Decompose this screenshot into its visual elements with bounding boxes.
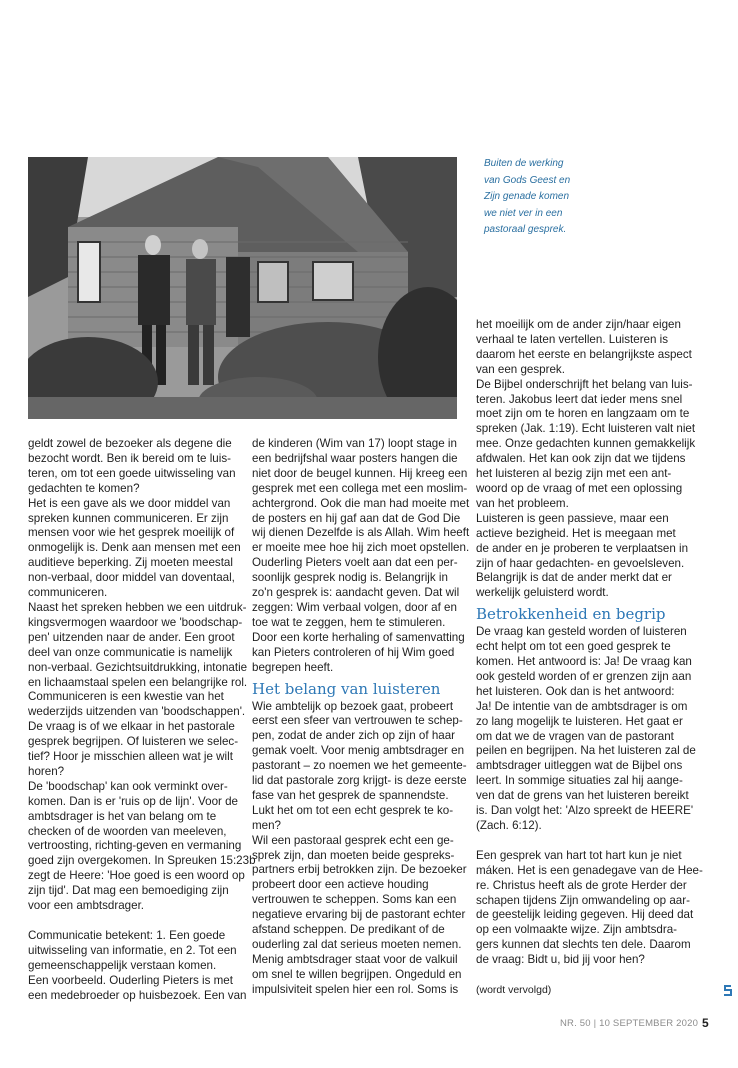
body-text-line: tief? Hoor je misschien alleen wat je wilt xyxy=(28,750,233,764)
body-text-line: De vraag kan gesteld worden of luisteren xyxy=(476,625,687,639)
to-be-continued xyxy=(476,983,690,998)
page-number: 5 xyxy=(702,1016,709,1030)
body-text-line: een medebroeder op huisbezoek. Een van xyxy=(28,988,247,1002)
body-text-line: Luisteren is geen passieve, maar een xyxy=(476,511,669,525)
body-text-line: Door een korte herhaling of samenvatting xyxy=(252,630,465,644)
paragraph-gap xyxy=(28,914,240,929)
body-text-line: gemak voelt. Voor menig ambtsdrager en xyxy=(252,744,465,758)
body-text-line: partners erbij betrokken zijn. De bezoeker xyxy=(252,863,467,877)
body-text-line: toe wat te zeggen, hem te stimuleren. xyxy=(252,615,446,629)
body-text-line: Het is een gave als we door middel van xyxy=(28,496,231,510)
body-text-line: communiceren. xyxy=(28,586,108,600)
body-text-line: zo lang mogelijk te luisteren. Het gaat er xyxy=(476,714,683,728)
body-text-line: de ander en je proberen te verplaatsen in xyxy=(476,541,689,555)
body-text-line: er moeite mee hoe hij zich moet opstellen. xyxy=(252,541,470,555)
body-text-line: leert. In sommige situaties zal hij aange- xyxy=(476,774,683,788)
body-text-line: niet door de beugel kunnen. Hij kreeg een xyxy=(252,466,468,480)
body-text-line: actieve bezigheid. Het is meegaan met xyxy=(476,526,676,540)
section-heading: Het belang van luisteren xyxy=(252,679,441,698)
body-text-line: en lichaamstaal spelen een belangrijke rol. xyxy=(28,675,248,689)
body-text-line: om snel te willen begrijpen. Ongeduld en xyxy=(252,967,462,981)
photo-caption xyxy=(484,156,594,239)
body-text-line: ook gesteld worden of er grenzen zijn aan xyxy=(476,669,692,683)
body-text-line: vertroosting, richting-geven en vermaning xyxy=(28,839,242,853)
body-text-line: lid dat pastorale zorg krijgt- is deze eerste xyxy=(252,774,467,788)
body-text-line: begrepen heeft. xyxy=(252,660,334,674)
body-text-line: Belangrijk is dat de ander merkt dat er xyxy=(476,571,672,585)
body-text-line: afstand scheppen. De predikant of de xyxy=(252,923,445,937)
body-text-line: het luisteren. Ook dan is het antwoord: xyxy=(476,684,675,698)
body-text-line: (Zach. 6:12). xyxy=(476,819,542,832)
body-text-line: spreken (Jak. 1:19). Echt luisteren valt niet xyxy=(476,422,696,436)
body-text-line: het moeilijk om de ander zijn/haar eigen xyxy=(476,318,681,331)
body-text-line: deel van onze communicatie is namelijk xyxy=(28,645,233,659)
body-text-line: uitwisseling van informatie, en 2. Tot een xyxy=(28,943,237,957)
body-text-line: moet zijn om te horen en langzaam om te xyxy=(476,407,690,421)
body-text-line: pen, zodat de ander zich op zijn of haar xyxy=(252,729,456,743)
body-text-line: de posters en hij gaf aan dat de God Die xyxy=(252,511,461,525)
body-text-line: wederzijds uitzenden van 'boodschappen'. xyxy=(28,705,246,719)
body-text-line: werkelijk geluisterd wordt. xyxy=(476,586,609,600)
body-text-line: gesprek met een collega met een moslim- xyxy=(252,481,468,495)
body-text-line: máken. Het is een genadegave van de Hee- xyxy=(476,863,703,877)
body-text-line: de kinderen (Wim van 17) loopt stage in xyxy=(252,437,457,450)
body-text-line: echt helpt om tot een goed gesprek te xyxy=(476,640,671,654)
body-text-line: De Bijbel onderschrijft het belang van luis- xyxy=(476,377,693,391)
body-text-line: mensen voor wie het gesprek moeilijk of xyxy=(28,526,235,540)
body-text-line: is. Dan volgt het: 'Alzo spreekt de HEERE' xyxy=(476,804,694,818)
body-text-line: op een volmaakte wijze. Zijn ambtsdra- xyxy=(476,923,678,937)
body-text-line: woord op de vraag of met een oplossing xyxy=(476,481,683,495)
body-text-line: teren, om tot een goede uitwisseling van xyxy=(28,466,236,480)
body-text-line: re. Christus heeft als de grote Herder der xyxy=(476,878,687,892)
caption-line: pastoraal gesprek. xyxy=(484,224,567,235)
section-heading: Betrokkenheid en begrip xyxy=(476,605,666,624)
body-text-line: daarom het eerste en belangrijkste aspect xyxy=(476,347,692,361)
body-text-line: negatieve ervaring bij de pastorant echter xyxy=(252,908,466,922)
body-text-line: Communicatie betekent: 1. Een goede xyxy=(28,928,226,942)
body-text-line: achtergrond. Ook die man had moeite met xyxy=(252,496,470,510)
body-text-line: Lukt het om tot een echt gesprek te ko- xyxy=(252,803,454,817)
body-text-line: zo'n gesprek is: aandacht geven. Dat wil xyxy=(252,586,460,600)
body-text-line: Menig ambtsdrager staat voor de valkuil xyxy=(252,952,458,966)
body-text-line: Een voorbeeld. Ouderling Pieters is met xyxy=(28,973,233,987)
body-text-line: verhaal te laten vertellen. Luisteren is xyxy=(476,332,669,346)
body-text-line: afdwalen. Het kan ook zijn dat we tijdens xyxy=(476,452,686,466)
text-column-3 xyxy=(476,318,703,998)
caption-line: van Gods Geest en xyxy=(484,174,571,186)
body-text-line: teren. Jakobus leert dat ieder mens snel xyxy=(476,392,683,406)
body-text-line: gers kunnen dat slechts ten dele. Daarom xyxy=(476,938,691,952)
body-text-line: geldt zowel de bezoeker als degene die xyxy=(28,437,232,450)
body-text-line: bezocht wordt. Ben ik bereid om te luis- xyxy=(28,451,231,465)
text-column-1 xyxy=(28,437,256,1003)
body-text-line: ambtsdrager uitleggen wat de Bijbel ons xyxy=(476,759,683,773)
photo-house-illustration xyxy=(28,157,457,419)
body-text-line: zegt de Heere: 'Hoe goed is een woord op xyxy=(28,869,245,883)
body-text-line: vertrouwen te scheppen. Soms kan een xyxy=(252,893,457,907)
body-text-line: komen. Dan is er 'ruis op de lijn'. Voor de xyxy=(28,794,239,808)
caption-line: Zijn genade komen xyxy=(484,191,570,202)
body-text-line: de vraag: Bidt u, bid jij voor hen? xyxy=(476,953,645,967)
body-text-line: gemeenschappelijk verstaan komen. xyxy=(28,958,217,972)
body-text-line: gedachten te komen? xyxy=(28,481,140,495)
body-text-line: het luisteren al bezig zijn met een ant- xyxy=(476,467,672,481)
article-photo xyxy=(28,157,457,419)
body-text-line: goed zijn overgekomen. In Spreuken 15:23b xyxy=(28,854,256,868)
body-text-line: peilen en begrijpen. Na het luisteren zal de xyxy=(476,744,696,758)
body-text-line: wij dienen Dezelfde is als Allah. Wim heeft xyxy=(252,526,470,540)
body-text-line: van het probleem. xyxy=(476,496,569,510)
body-text-line: Wie ambtelijk op bezoek gaat, probeert xyxy=(252,699,454,713)
body-text-line: horen? xyxy=(28,764,65,778)
body-text-line: non-verbaal. Gezichtsuitdrukking, intonatie xyxy=(28,660,248,674)
issue-footer: NR. 50 | 10 SEPTEMBER 2020 xyxy=(560,1018,699,1029)
body-text-line: kan Pieters controleren of hij Wim goed xyxy=(252,645,455,659)
body-text-line: eerst een sfeer van vertrouwen te schep- xyxy=(252,714,463,728)
caption-line: we niet ver in een xyxy=(484,207,563,219)
body-text-line: kingsvermogen waardoor we 'boodschap- xyxy=(28,615,243,629)
body-text-line: ven dat de grens van het luisteren bereikt xyxy=(476,789,689,803)
body-text-line: een bedrijfshal waar posters hangen die xyxy=(252,451,458,465)
body-text-line: Ouderling Pieters voelt aan dat een per- xyxy=(252,556,458,570)
body-text-line: De 'boodschap' kan ook verminkt over- xyxy=(28,779,228,793)
body-text-line: non-verbaal, door middel van doventaal, xyxy=(28,571,235,585)
body-text-line: zijn tijd'. Dat mag een bemoediging zijn xyxy=(28,884,229,898)
body-text-line: impulsiviteit spelen hier een rol. Soms is xyxy=(252,982,459,996)
body-text-line: De vraag is of we elkaar in het pastorale xyxy=(28,720,235,734)
text-column-2 xyxy=(252,437,470,998)
body-text-line: Een gesprek van hart tot hart kun je niet xyxy=(476,848,682,862)
body-text-line: mee. Onze gedachten kunnen gemakkelijk xyxy=(476,437,696,451)
body-text-line: auditieve beperking. Zij moeten meestal xyxy=(28,556,233,570)
body-text-line: pen' uitzenden naar de ander. Een groot xyxy=(28,630,235,644)
body-text-line: Wil een pastoraal gesprek echt een ge- xyxy=(252,833,454,847)
body-text-line: onmogelijk is. Denk aan mensen met een xyxy=(28,541,241,555)
body-text-line: checken of de woorden van meeleven, xyxy=(28,824,227,838)
body-text-line: pastorant – zo noemen we het gemeente- xyxy=(252,759,467,773)
body-text-line: komen. Het antwoord is: Ja! De vraag kan xyxy=(476,655,692,669)
body-text-line: gesprek begrijpen. Of luisteren we selec- xyxy=(28,735,239,749)
body-text-line: schapen tijdens Zijn omwandeling op aar- xyxy=(476,893,690,907)
body-text-line: ouderling zal dat serieus moeten nemen. xyxy=(252,938,462,951)
paragraph-gap xyxy=(476,968,690,983)
body-text-line: zijn of haar gedachten- en gevoelsleven. xyxy=(476,556,685,570)
body-text-line: voor een ambtsdrager. xyxy=(28,899,145,913)
body-text-line: fase van het gesprek de spannendste. xyxy=(252,788,449,802)
body-text-line: zeggen: Wim verbaal volgen, door af en xyxy=(252,600,457,614)
body-text-line: ambtsdrager is het van belang om te xyxy=(28,809,217,823)
body-text-line: soonlijk gesprek nodig is. Belangrijk in xyxy=(252,571,448,585)
body-text-line: men? xyxy=(252,818,282,832)
body-text-line: de geestelijk leiding gegeven. Hij deed dat xyxy=(476,908,694,922)
paragraph-gap xyxy=(476,834,690,849)
body-text-line: Communiceren is een kwestie van het xyxy=(28,690,224,704)
caption-line: Buiten de werking xyxy=(484,158,564,169)
body-text-line: probeert door een actieve houding xyxy=(252,878,429,892)
body-text-line: Ja! De intentie van de ambtsdrager is om xyxy=(476,699,688,713)
to-be-continued-label: (wordt vervolgd) xyxy=(476,983,552,996)
body-text-line: om dat we de vragen van de pastorant xyxy=(476,729,674,743)
body-text-line: sprek zijn, dan moeten beide gespreks- xyxy=(252,848,455,862)
body-text-line: van een gesprek. xyxy=(476,362,565,376)
body-text-line: Naast het spreken hebben we een uitdruk- xyxy=(28,600,247,614)
end-mark-icon xyxy=(723,985,733,996)
body-text-line: spreken kunnen communiceren. Er zijn xyxy=(28,511,229,525)
